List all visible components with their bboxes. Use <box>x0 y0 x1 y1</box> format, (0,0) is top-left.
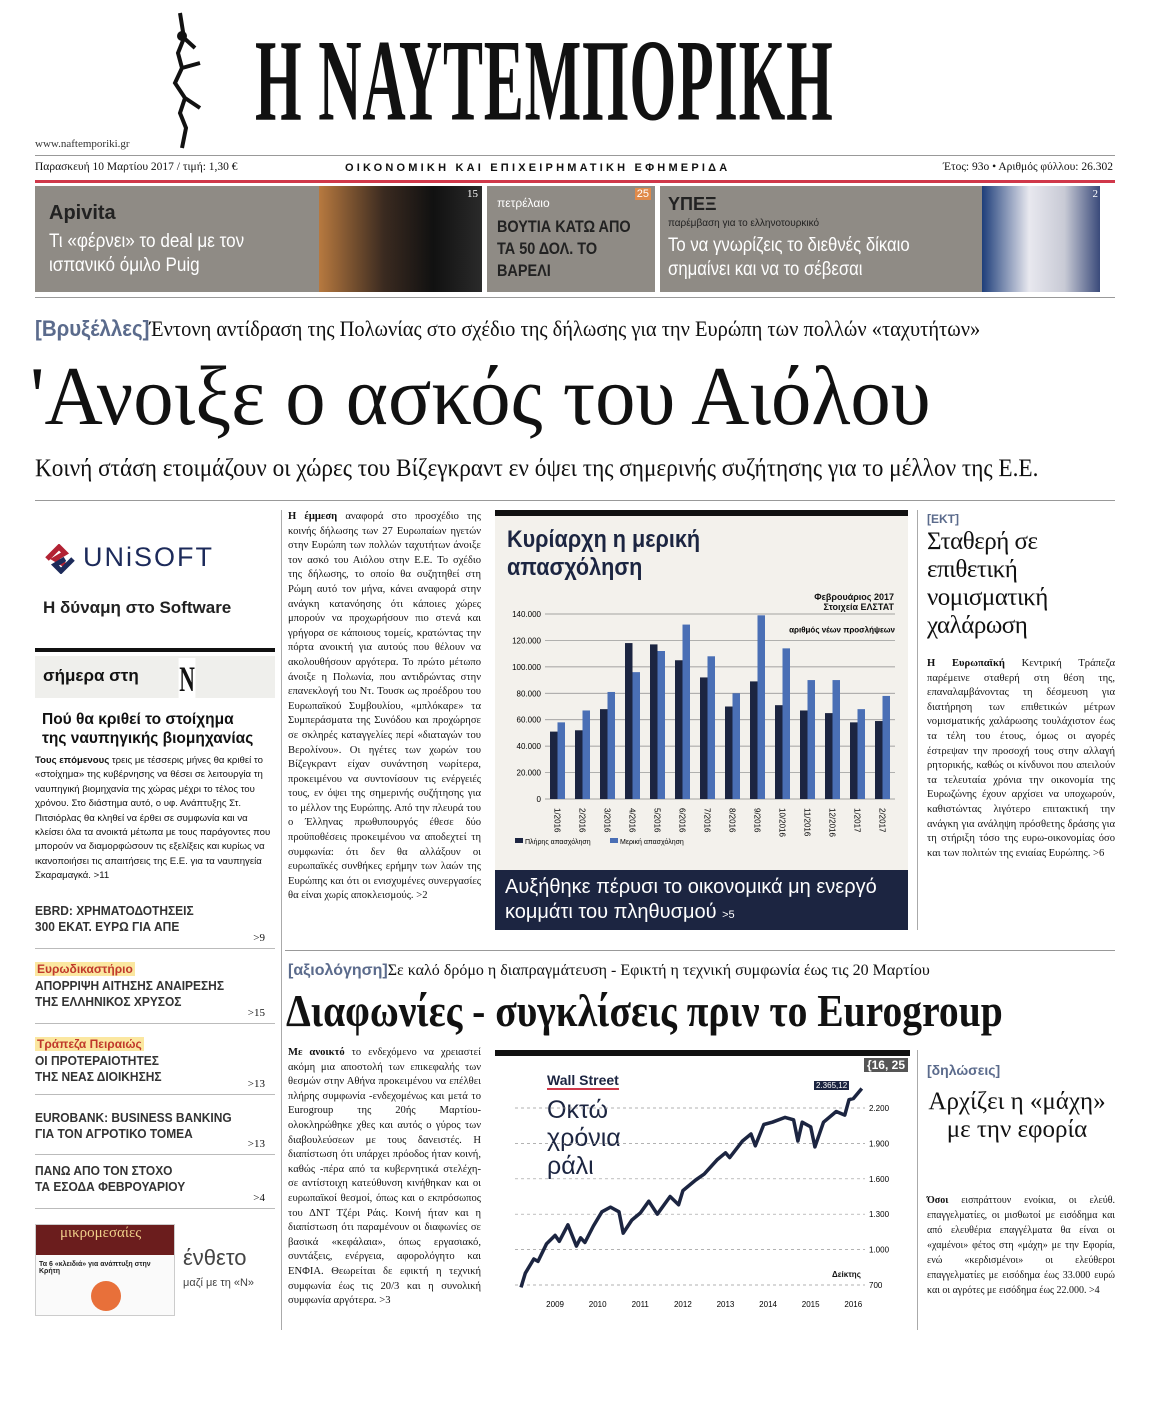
teaser-apivita[interactable]: Apivita Τι «φέρνει» το deal με τον ισπανικό όμιλο Puig <box>35 186 319 292</box>
chart-title: Κυρίαρχη η μερική απασχόληση <box>507 526 701 581</box>
y-tick-label: 20.000 <box>516 768 541 778</box>
x-tick-label: 2/2017 <box>877 808 887 833</box>
teaser-foreign-ministry[interactable]: ΥΠΕΞ παρέμβαση για το ελληνοτουρκικό Το να γνωρίζεις το διεθνές δίκαιο σημαίνει και να το σέβεσαι <box>660 186 982 292</box>
lead-subhead: Κοινή στάση ετοιμάζουν οι χώρες του Βίζεγκραντ εν όψει της σημερινής συζήτησης για το μέλλον της Ε.Ε. <box>35 455 1039 482</box>
legend-swatch <box>610 838 618 843</box>
issue-number: Έτος: 93ο • Αριθμός φύλλου: 26.302 <box>943 161 1113 173</box>
bar-full-8/2016 <box>725 707 733 800</box>
insert-note: μαζί με τη «Ν» <box>183 1277 255 1289</box>
shipyard-title[interactable]: Πού θα κριθεί το στοίχημα της ναυπηγικής βιομηχανίας <box>42 711 254 747</box>
x-tick-label: 2009 <box>546 1300 564 1309</box>
bar-full-9/2016 <box>750 681 758 799</box>
hermes-logo <box>160 8 210 153</box>
bar-part-1/2016 <box>558 722 566 799</box>
x-tick-label: 1/2016 <box>552 808 562 833</box>
today-section: σήμερα στη N <box>35 656 275 698</box>
legend-label: Μερική απασχόληση <box>620 839 684 846</box>
bar-part-6/2016 <box>683 625 691 799</box>
x-tick-label: 2011 <box>631 1300 649 1309</box>
bar-chart-plot <box>495 510 908 870</box>
shipyard-body: Τους επόμενους τρεις με τέσσερις μήνες θα κριθεί το «στοίχημα» της κυβέρνησης να θέσει σε λειτουργία τη ναυπηγική βιομηχανία της χώρας μέχρι το τέλος του χρόνου. Στο διάστημα αυτό, ο υφ. Ανάπτυξης Στ. Πιτσιόρλας θα κληθεί να έρθει σε συμφωνία και να κλείσει όλα τα ανοικτά μέτωπα με τους παράγοντες που μπορούν να διαμορφώσουν τις εξελίξεις και κυρίως να ικανοποιήσει τις απαιτήσεις της Ε.Ε. για τα ναυπηγεία Σκαραμαγκά. >11 <box>35 755 271 882</box>
bar-full-10/2016 <box>775 705 783 799</box>
left-item-piraeus[interactable]: Τράπεζα Πειραιώς ΟΙ ΠΡΟΤΕΡΑΙΟΤΗΤΕΣ ΤΗΣ ΝΕΑΣ ΔΙΟΙΚΗΣΗΣ >13 <box>35 1035 275 1095</box>
bar-full-7/2016 <box>700 677 708 799</box>
y-tick-label: 2.200 <box>869 1104 890 1113</box>
x-tick-label: 5/2016 <box>652 808 662 833</box>
lead-headline[interactable]: 'Ανοιξε ο ασκός του Αιόλου <box>30 350 931 443</box>
masthead-title: Η ΝΑΥΤΕΜΠΟΡΙΚΗ <box>255 15 834 146</box>
x-tick-label: 4/2016 <box>627 808 637 833</box>
y-label: Δείκτης <box>832 1270 861 1279</box>
date-price: Παρασκευή 10 Μαρτίου 2017 / τιμή: 1,30 € <box>35 161 238 173</box>
x-tick-label: 2013 <box>716 1300 735 1309</box>
bar-part-10/2016 <box>783 648 791 799</box>
tax-headline[interactable]: Αρχίζει η «μάχη» με την εφορία <box>928 1088 1106 1143</box>
bar-part-9/2016 <box>758 615 766 799</box>
legend-swatch <box>515 838 523 843</box>
chart-source2: Στοιχεία ΕΛΣΤΑΤ <box>823 602 894 612</box>
x-tick-label: 10/2016 <box>777 808 787 837</box>
y-tick-label: 40.000 <box>516 742 541 752</box>
left-item-ebrd[interactable]: EBRD: ΧΡΗΜΑΤΟΔΟΤΗΣΕΙΣ 300 ΕΚΑΤ. ΕΥΡΩ ΓΙΑ ΑΠΕ >9 <box>35 903 275 949</box>
y-tick-label: 140.000 <box>512 610 541 619</box>
bar-full-4/2016 <box>625 643 633 799</box>
teaser-photo-building: 2 <box>982 186 1100 292</box>
page-ref: {16, 25 <box>864 1058 908 1072</box>
bar-part-2/2017 <box>883 696 891 799</box>
unisoft-ad[interactable]: UNiSOFT Η δύναμη στο Software <box>43 542 232 617</box>
x-tick-label: 12/2016 <box>827 808 837 837</box>
legend-label: Πλήρης απασχόληση <box>525 839 591 846</box>
bar-full-1/2016 <box>550 732 558 799</box>
website: www.naftemporiki.gr <box>35 138 130 150</box>
bar-full-2/2017 <box>875 721 883 799</box>
x-tick-label: 1/2017 <box>852 808 862 833</box>
chart-title: Οκτώ χρόνια ράλι <box>547 1096 621 1180</box>
ecb-body: Η Ευρωπαϊκή Κεντρική Τράπεζα παρέμεινε σταθερή στη θέση της, επαναλαμβάνοντας τη δέσμευση για διατήρηση των επιθετικών μέτρων νομισματικής χαλάρωσης τουλάχιστον έως τα τέλη του έτους, όμως οι αγορές έστρεψαν την προσοχή τους στην αλλαγή ρητορικής, καθώς οι κίνδυνοι που απειλούν τα τελευταία χρόνια την οικονομία της Ευρωζώνης έχουν αρχίσει να υποχωρούν, καθιστώντας λιγότερο επιτακτική την ανάγκη για ανάληψη πρόσθετης δράσης για τη στήριξη τόσο της ευρω-οικονομίας όσο και των πολιτών της ενιαίας Ευρώπης. >6 <box>927 658 1115 859</box>
line-chart-plot <box>495 1050 910 1322</box>
insert-cover[interactable]: μικρομεσαίες Τα 6 «κλειδιά» για ανάπτυξη στην Κρήτη <box>35 1224 175 1316</box>
x-tick-label: 2/2016 <box>577 808 587 833</box>
pie-image <box>91 1281 121 1311</box>
bar-part-1/2017 <box>858 709 866 799</box>
bar-full-3/2016 <box>600 709 608 799</box>
y-tick-label: 700 <box>869 1281 883 1290</box>
bar-full-11/2016 <box>800 710 808 799</box>
left-item-eurobank[interactable]: EUROBANK: BUSINESS BANKING ΓΙΑ ΤΟΝ ΑΓΡΟΤΙΚΟ ΤΟΜΕΑ >13 <box>35 1110 275 1155</box>
x-tick-label: 7/2016 <box>702 808 712 833</box>
bar-full-6/2016 <box>675 660 683 799</box>
bar-part-5/2016 <box>658 651 666 799</box>
bar-part-11/2016 <box>808 680 816 799</box>
x-tick-label: 3/2016 <box>602 808 612 833</box>
y-tick-label: 1.600 <box>869 1174 890 1184</box>
left-item-eurocourt[interactable]: Ευρωδικαστήριο ΑΠΟΡΡΙΨΗ ΑΙΤΗΣΗΣ ΑΝΑΙΡΕΣΗΣ ΤΗΣ ΕΛΛΗΝΙΚΟΣ ΧΡΥΣΟΣ >15 <box>35 960 275 1024</box>
second-kicker-line: [αξιολόγηση]Σε καλό δρόμο η διαπραγμάτευση - Εφικτή η τεχνική συμφωνία έως τις 20 Μαρτίου <box>288 962 930 979</box>
bar-part-2/2016 <box>583 710 591 799</box>
x-tick-label: 2014 <box>759 1300 777 1309</box>
bar-part-4/2016 <box>633 672 641 799</box>
y-tick-label: 100.000 <box>512 662 541 672</box>
insert-label: ένθετο <box>183 1245 247 1270</box>
second-article-body: Με ανοικτό το ενδεχόμενο να χρειαστεί ακόμη μια αποστολή των επικεφαλής των θεσμών στην Αθήνα προκειμένου να επέλθει πλήρης συμφωνία -ενδεχομένως και μετά το Eurogroup της 20ής Μαρτίου- ολοκληρώθηκε χθες και αυτός ο γύρος των διαβουλεύσεων με τους δανειστές. Η διαπίστωση ότι υπάρχει πρόοδος ήταν κοινή, καθώς -πέρα από τα κυβερνητικά στελέχη- σε αντίστοιχη κατεύθυνση κινήθηκαν και οι ευρωπαϊκοί θεσμοί, όπως και ο εκπρόσωπος του ΔΝΤ Τζέρι Ράις. Κοινή ήταν και η διαπίστωση ότι παραμένουν οι διαφωνίες σε βασικά «κεφάλαια», όπως εργασιακό, συντάξεις, ενέργεια, αφορολόγητο και ΕΝΦΙΑ. Θεωρείται δε εφικτή η τεχνική συμφωνία έως τις 20/3 και η συνολική συμφωνία αργότερα. >3 <box>288 1047 481 1307</box>
unisoft-logo-icon <box>43 544 77 574</box>
ecb-headline[interactable]: Σταθερή σε επιθετική νομισματική χαλάρωση <box>927 528 1048 639</box>
x-tick-label: 8/2016 <box>727 808 737 833</box>
y-tick-label: 60.000 <box>516 715 541 725</box>
teaser-oil[interactable]: πετρέλαιο 25 ΒΟΥΤΙΑ ΚΑΤΩ ΑΠΟ ΤΑ 50 ΔΟΛ. ΤΟ ΒΑΡΕΛΙ <box>487 186 655 292</box>
lead-article-body: Η έμμεση αναφορά στο προσχέδιο της κοινής δήλωσης των 27 Ευρωπαίων ηγετών στην Ευρώπη των πολλών ταχυτήτων άνοιξε τον ασκό του Αιόλου στην Ε.Ε. Το σχέδιο της δήλωσης, το οποίο θα συζητηθεί στη Ρώμη αυτό τον μήνα, κάνει αναφορά στην ανάγκη κατανόησης ότι κάποιες χώρες μπορούν να προχωρήσουν πιο στενά και γρήγορα σε κάποιους τομείς, κρατώντας την πόρτα ανοικτή για αυτούς που θέλουν να ακολουθήσουν αργότερα. Το πρώτο μέτωπο άνοιξε η Πολωνία, που αντιδρώντας στην επανεκλογή του Ντ. Τουσκ ως προέδρου του Ευρωπαϊκού Συμβουλίου, «μπλόκαρε» τα Συμπεράσματα της Συνόδου και προχώρησε σε σκληρές καταγγελίες περί «διαταγών του Βερολίνου». Οι ηγέτες των χωρών του Βίζεγκραντ είχαν συνάντηση νωρίτερα, προκειμένου να συντονίσουν τις ενέργειές τους, εν όψει της σημερινής συζήτησης για το μέλλον της Ευρώπης. Από την πλευρά του ο Έλληνας πρωθυπουργός έθεσε δύο προϋποθέσεις προκειμένου να αποδεχτεί τη συμφωνία: ότι δεν θα αλλάξουν οι ευρωπαϊκές συνθήκες ερήμην των λαών της Ευρώπης και ότι οι ενισχυμένες συνεργασίες θα είναι χωρίς αποκλεισμούς. >2 <box>288 511 481 902</box>
y-tick-label: 1.000 <box>869 1245 890 1255</box>
ecb-kicker: [ΕΚΤ] <box>927 512 959 526</box>
x-tick-label: 2010 <box>588 1300 607 1309</box>
bar-part-7/2016 <box>708 656 716 799</box>
bar-part-3/2016 <box>608 692 616 799</box>
y-tick-label: 1.900 <box>869 1139 890 1149</box>
bar-part-12/2016 <box>833 680 841 799</box>
chart-caption: Αυξήθηκε πέρυσι το οικονομικά μη ενεργό κομμάτι του πληθυσμού >5 <box>495 870 908 930</box>
left-item-revenue[interactable]: ΠΑΝΩ ΑΠΟ ΤΟΝ ΣΤΟΧΟ ΤΑ ΕΣΟΔΑ ΦΕΒΡΟΥΑΡΙΟΥ >4 <box>35 1163 275 1209</box>
bar-full-1/2017 <box>850 722 858 799</box>
tax-kicker: [δηλώσεις] <box>927 1062 1001 1078</box>
bar-full-12/2016 <box>825 713 833 799</box>
chart-kicker: Wall Street <box>547 1072 619 1088</box>
x-tick-label: 2012 <box>673 1300 692 1309</box>
bar-part-8/2016 <box>733 693 741 799</box>
bar-full-5/2016 <box>650 644 658 799</box>
x-tick-label: 2015 <box>801 1300 820 1309</box>
y-axis-label: αριθμός νέων προσλήψεων <box>789 625 895 635</box>
teaser-photo-store: 15 <box>319 186 482 292</box>
second-headline[interactable]: Διαφωνίες - συγκλίσεις πριν το Eurogroup <box>286 985 1003 1036</box>
tagline: ΟΙΚΟΝΟΜΙΚΗ ΚΑΙ ΕΠΙΧΕΙΡΗΜΑΤΙΚΗ ΕΦΗΜΕΡΙΔΑ <box>345 162 731 174</box>
x-tick-label: 9/2016 <box>752 808 762 833</box>
x-tick-label: 2016 <box>844 1300 863 1309</box>
bar-full-2/2016 <box>575 730 583 799</box>
x-tick-label: 11/2016 <box>802 808 812 837</box>
y-tick-label: 80.000 <box>516 689 541 699</box>
last-value-label: 2.365,12 <box>816 1081 848 1090</box>
y-tick-label: 0 <box>536 795 541 804</box>
y-tick-label: 120.000 <box>512 636 541 646</box>
x-tick-label: 6/2016 <box>677 808 687 833</box>
lead-kicker-line: [Βρυξέλλες]Έντονη αντίδραση της Πολωνίας στο σχέδιο της δήλωσης για την Ευρώπη των πολλών «ταχυτήτων» <box>35 316 981 341</box>
index-line <box>521 1089 862 1288</box>
y-tick-label: 1.300 <box>869 1210 890 1220</box>
tax-body: Όσοι εισπράττουν ενοίκια, οι ελεύθ. επαγγελματίες, οι μισθωτοί με εισόδημα και από ελευθέρια επαγγέλματα θα είναι οι «χαμένοι» φέτος στη «μάχη» με την Εφορία, ενώ «κερδισμένοι» οι ελεύθεροι επαγγελματίες με εισόδημα έως 33.000 ευρώ και οι αγρότες με εισόδημα έως 22.000. >4 <box>927 1195 1115 1296</box>
chart-source: Φεβρουάριος 2017 <box>814 592 894 602</box>
